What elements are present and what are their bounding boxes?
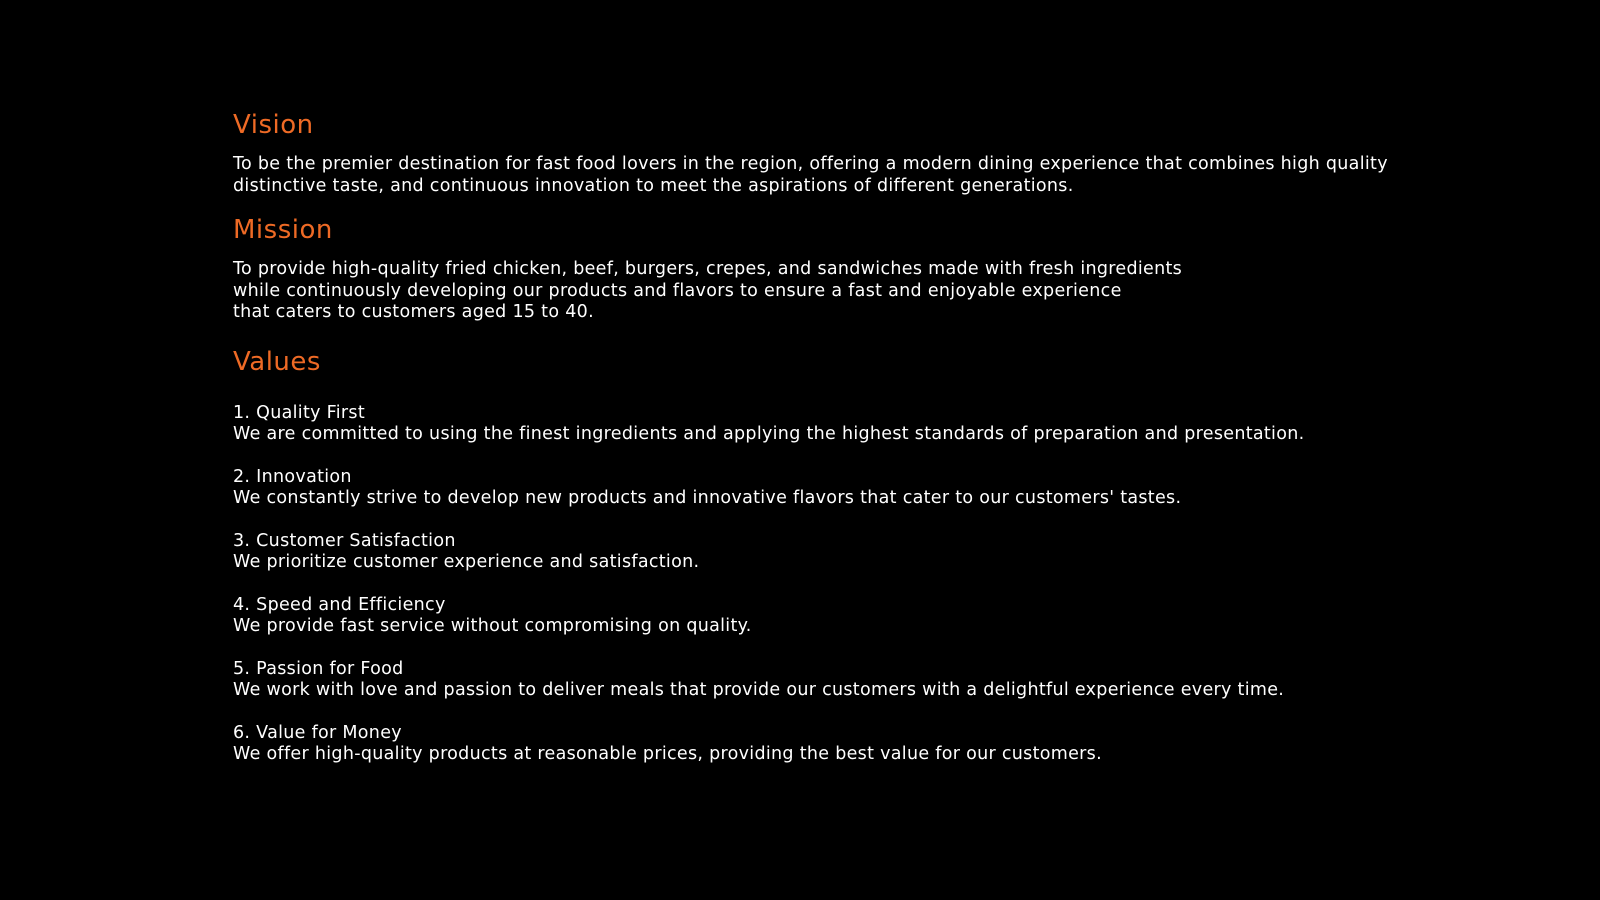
value-title: 3. Customer Satisfaction [233, 530, 456, 551]
mission-heading: Mission [233, 215, 333, 245]
value-title: 1. Quality First [233, 402, 365, 423]
value-description: We constantly strive to develop new products and innovative flavors that cater to our customers' tastes. [233, 488, 1182, 508]
value-title: 4. Speed and Efficiency [233, 594, 446, 615]
vision-text [233, 154, 1533, 197]
mission-text-line: while continuously developing our products and flavors to ensure a fast and enjoyable experience [233, 280, 1122, 301]
value-title: 6. Value for Money [233, 722, 402, 743]
values-list [233, 403, 1533, 766]
mission-text [233, 259, 1533, 324]
value-description: We provide fast service without compromising on quality. [233, 616, 752, 636]
slide-content [233, 108, 1533, 787]
value-description: We offer high-quality products at reasonable prices, providing the best value for our customers. [233, 744, 1102, 764]
value-description: We prioritize customer experience and satisfaction. [233, 552, 700, 572]
value-title: 5. Passion for Food [233, 658, 404, 679]
value-item [233, 659, 1533, 702]
vision-text-line: To be the premier destination for fast food lovers in the region, offering a modern dining experience that combines high quality [233, 154, 1388, 174]
value-item [233, 723, 1533, 766]
value-item [233, 467, 1533, 510]
value-item [233, 531, 1533, 574]
vision-text-line: distinctive taste, and continuous innovation to meet the aspirations of different generations. [233, 175, 1074, 196]
value-item [233, 595, 1533, 638]
value-description: We are committed to using the finest ingredients and applying the highest standards of preparation and presentation. [233, 424, 1305, 444]
vision-heading: Vision [233, 110, 314, 140]
value-title: 2. Innovation [233, 466, 352, 487]
value-item [233, 403, 1533, 446]
values-heading: Values [233, 346, 321, 377]
mission-text-line: that caters to customers aged 15 to 40. [233, 302, 594, 322]
value-description: We work with love and passion to deliver meals that provide our customers with a delightful experience every time. [233, 680, 1285, 700]
mission-text-line: To provide high-quality fried chicken, beef, burgers, crepes, and sandwiches made with fresh ingredients [233, 259, 1183, 279]
